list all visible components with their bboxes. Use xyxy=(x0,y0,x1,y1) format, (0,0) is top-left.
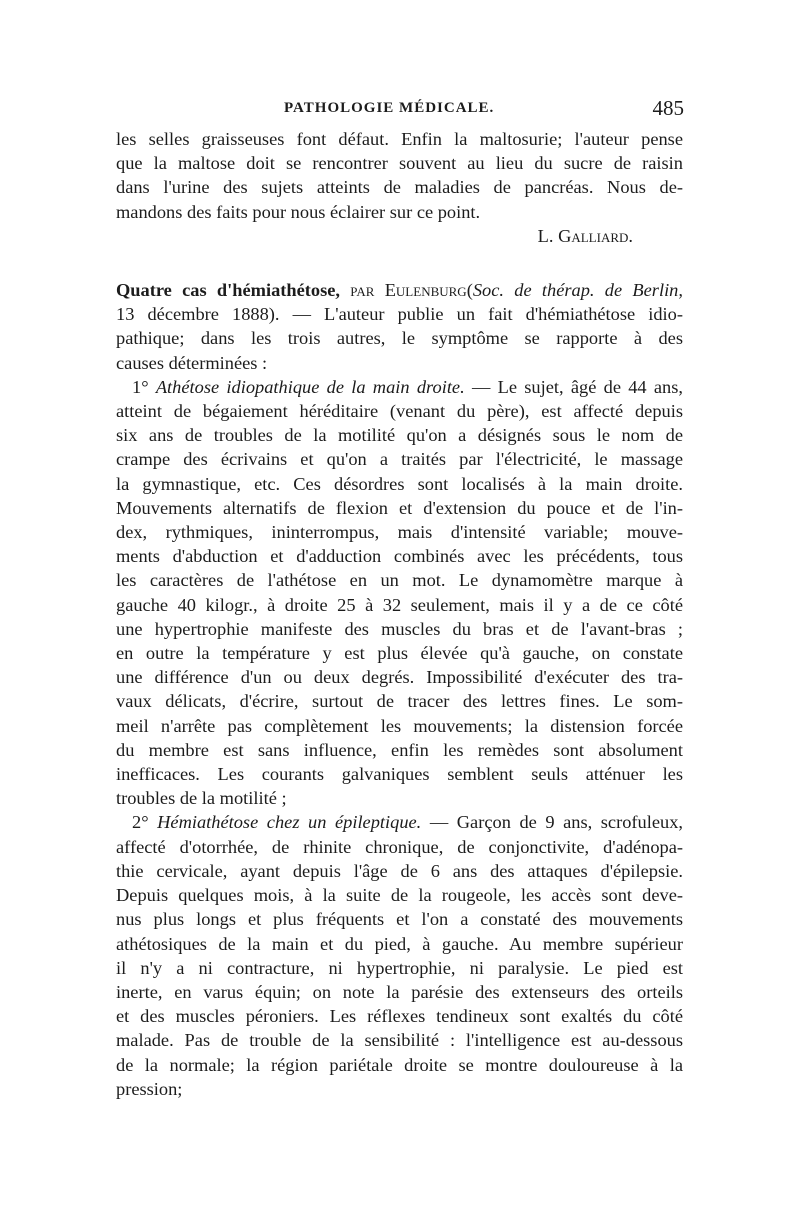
article-ref-open: ( xyxy=(466,280,473,301)
text-line: malade. Pas de trouble de la sensibilité : l'intelligence est au-dessous xyxy=(116,1030,683,1051)
text-line: nus plus longs et plus fréquents et l'on a constaté des mouvements xyxy=(116,909,683,930)
text-line: et des muscles péroniers. Les réflexes tendineux sont exaltés du côté xyxy=(116,1006,683,1027)
case-number: 1° xyxy=(132,376,149,397)
case-first-text: — Le sujet, âgé de 44 ans, xyxy=(464,376,683,397)
text-line: affecté d'otorrhée, de rhinite chronique, de conjonctivite, d'adénopa- xyxy=(116,836,683,857)
case-number: 2° xyxy=(132,812,149,833)
text-line: du membre est sans influence, enfin les remèdes sont absolument xyxy=(116,739,683,760)
text-line: la gymnastique, etc. Ces désordres sont localisés à la main droite. xyxy=(116,473,683,494)
case-heading: Athétose idiopathique de la main droite. xyxy=(155,376,465,397)
text-line: Depuis quelques mois, à la suite de la rougeole, les accès sont deve- xyxy=(116,885,683,906)
text-line: il n'y a ni contracture, ni hypertrophie, ni paralysie. Le pied est xyxy=(116,957,683,978)
signature: L. Galliard. xyxy=(537,225,633,246)
text-line: inefficaces. Les courants galvaniques semblent seuls atténuer les xyxy=(116,764,683,785)
text-line: vaux délicats, d'écrire, surtout de tracer des lettres fines. Le som- xyxy=(116,691,683,712)
text-line: ments d'abduction et d'adduction combinés avec les précédents, tous xyxy=(116,546,683,567)
text-line: athétosiques de la main et du pied, à gauche. Au membre supérieur xyxy=(116,933,683,954)
text-line: de la normale; la région pariétale droite se montre douloureuse à la xyxy=(116,1054,683,1075)
running-title: PATHOLOGIE MÉDICALE. xyxy=(284,100,495,116)
section-gap xyxy=(116,248,683,278)
text-line xyxy=(116,302,683,326)
text-line: dex, rythmiques, ininterrompus, mais d'intensité variable; mouve- xyxy=(116,522,683,543)
body-text xyxy=(116,127,683,1101)
text-line: causes déterminées : xyxy=(116,352,268,373)
text-line: gauche 40 kilogr., à droite 25 à 32 seulement, mais il y a de ce côté xyxy=(116,594,683,615)
text-line: en outre la température y est plus élevée qu'à gauche, on constate xyxy=(116,643,683,664)
text-line: une hypertrophie manifeste des muscles du bras et de l'avant-bras ; xyxy=(116,618,683,639)
case-heading: Hémiathétose chez un épileptique. xyxy=(157,812,422,833)
text-line: inerte, en varus équin; on note la parésie des extenseurs des orteils xyxy=(116,981,683,1002)
text-line: que la maltose doit se rencontrer souvent au lieu du sucre de raisin xyxy=(116,153,683,174)
article-by: par xyxy=(350,280,375,301)
page-number: 485 xyxy=(652,96,684,120)
text-line: Mouvements alternatifs de flexion et d'extension du pouce et de l'in- xyxy=(116,497,683,518)
case-2-heading-line xyxy=(116,810,683,834)
text-line: pression; xyxy=(116,1078,183,1099)
case-first-text: — Garçon de 9 ans, scrofuleux, xyxy=(421,812,683,833)
article-title: Quatre cas d'hémiathétose, xyxy=(116,280,341,301)
article-date: 13 décembre 1888). xyxy=(116,304,280,325)
article-source: Soc. de thérap. de Berlin, xyxy=(472,280,683,301)
text-line: dans l'urine des sujets atteints de maladies de pancréas. Nous de- xyxy=(116,177,683,198)
article-heading-line xyxy=(116,278,683,302)
page-header xyxy=(116,98,684,128)
text-line: atteint de bégaiement héréditaire (venant du père), est affecté depuis xyxy=(116,401,683,422)
text-line: les caractères de l'athétose en un mot. Le dynamomètre marque à xyxy=(116,570,683,591)
text-line: troubles de la motilité ; xyxy=(116,788,287,809)
text-line: une différence d'un ou deux degrés. Impossibilité d'exécuter des tra- xyxy=(116,667,683,688)
text-line: mandons des faits pour nous éclairer sur ce point. xyxy=(116,201,481,222)
text-line: les selles graisseuses font défaut. Enfin la maltosurie; l'auteur pense xyxy=(116,129,683,149)
text-line: meil n'arrête pas complètement les mouvements; la distension forcée xyxy=(116,715,683,736)
text-line: thie cervicale, ayant depuis l'âge de 6 ans des attaques d'épilepsie. xyxy=(116,860,683,881)
text-line: pathique; dans les trois autres, le symptôme se rapporte à des xyxy=(116,328,683,349)
article-summary-start: — L'auteur publie un fait d'hémiathétose idio- xyxy=(279,304,683,325)
case-1-heading-line xyxy=(116,375,683,399)
article-author: Eulenburg xyxy=(384,280,467,301)
text-line: crampe des écrivains et qu'on a traités par l'électricité, le massage xyxy=(116,449,683,470)
text-line: six ans de troubles de la motilité qu'on a désignés sous le nom de xyxy=(116,425,683,446)
